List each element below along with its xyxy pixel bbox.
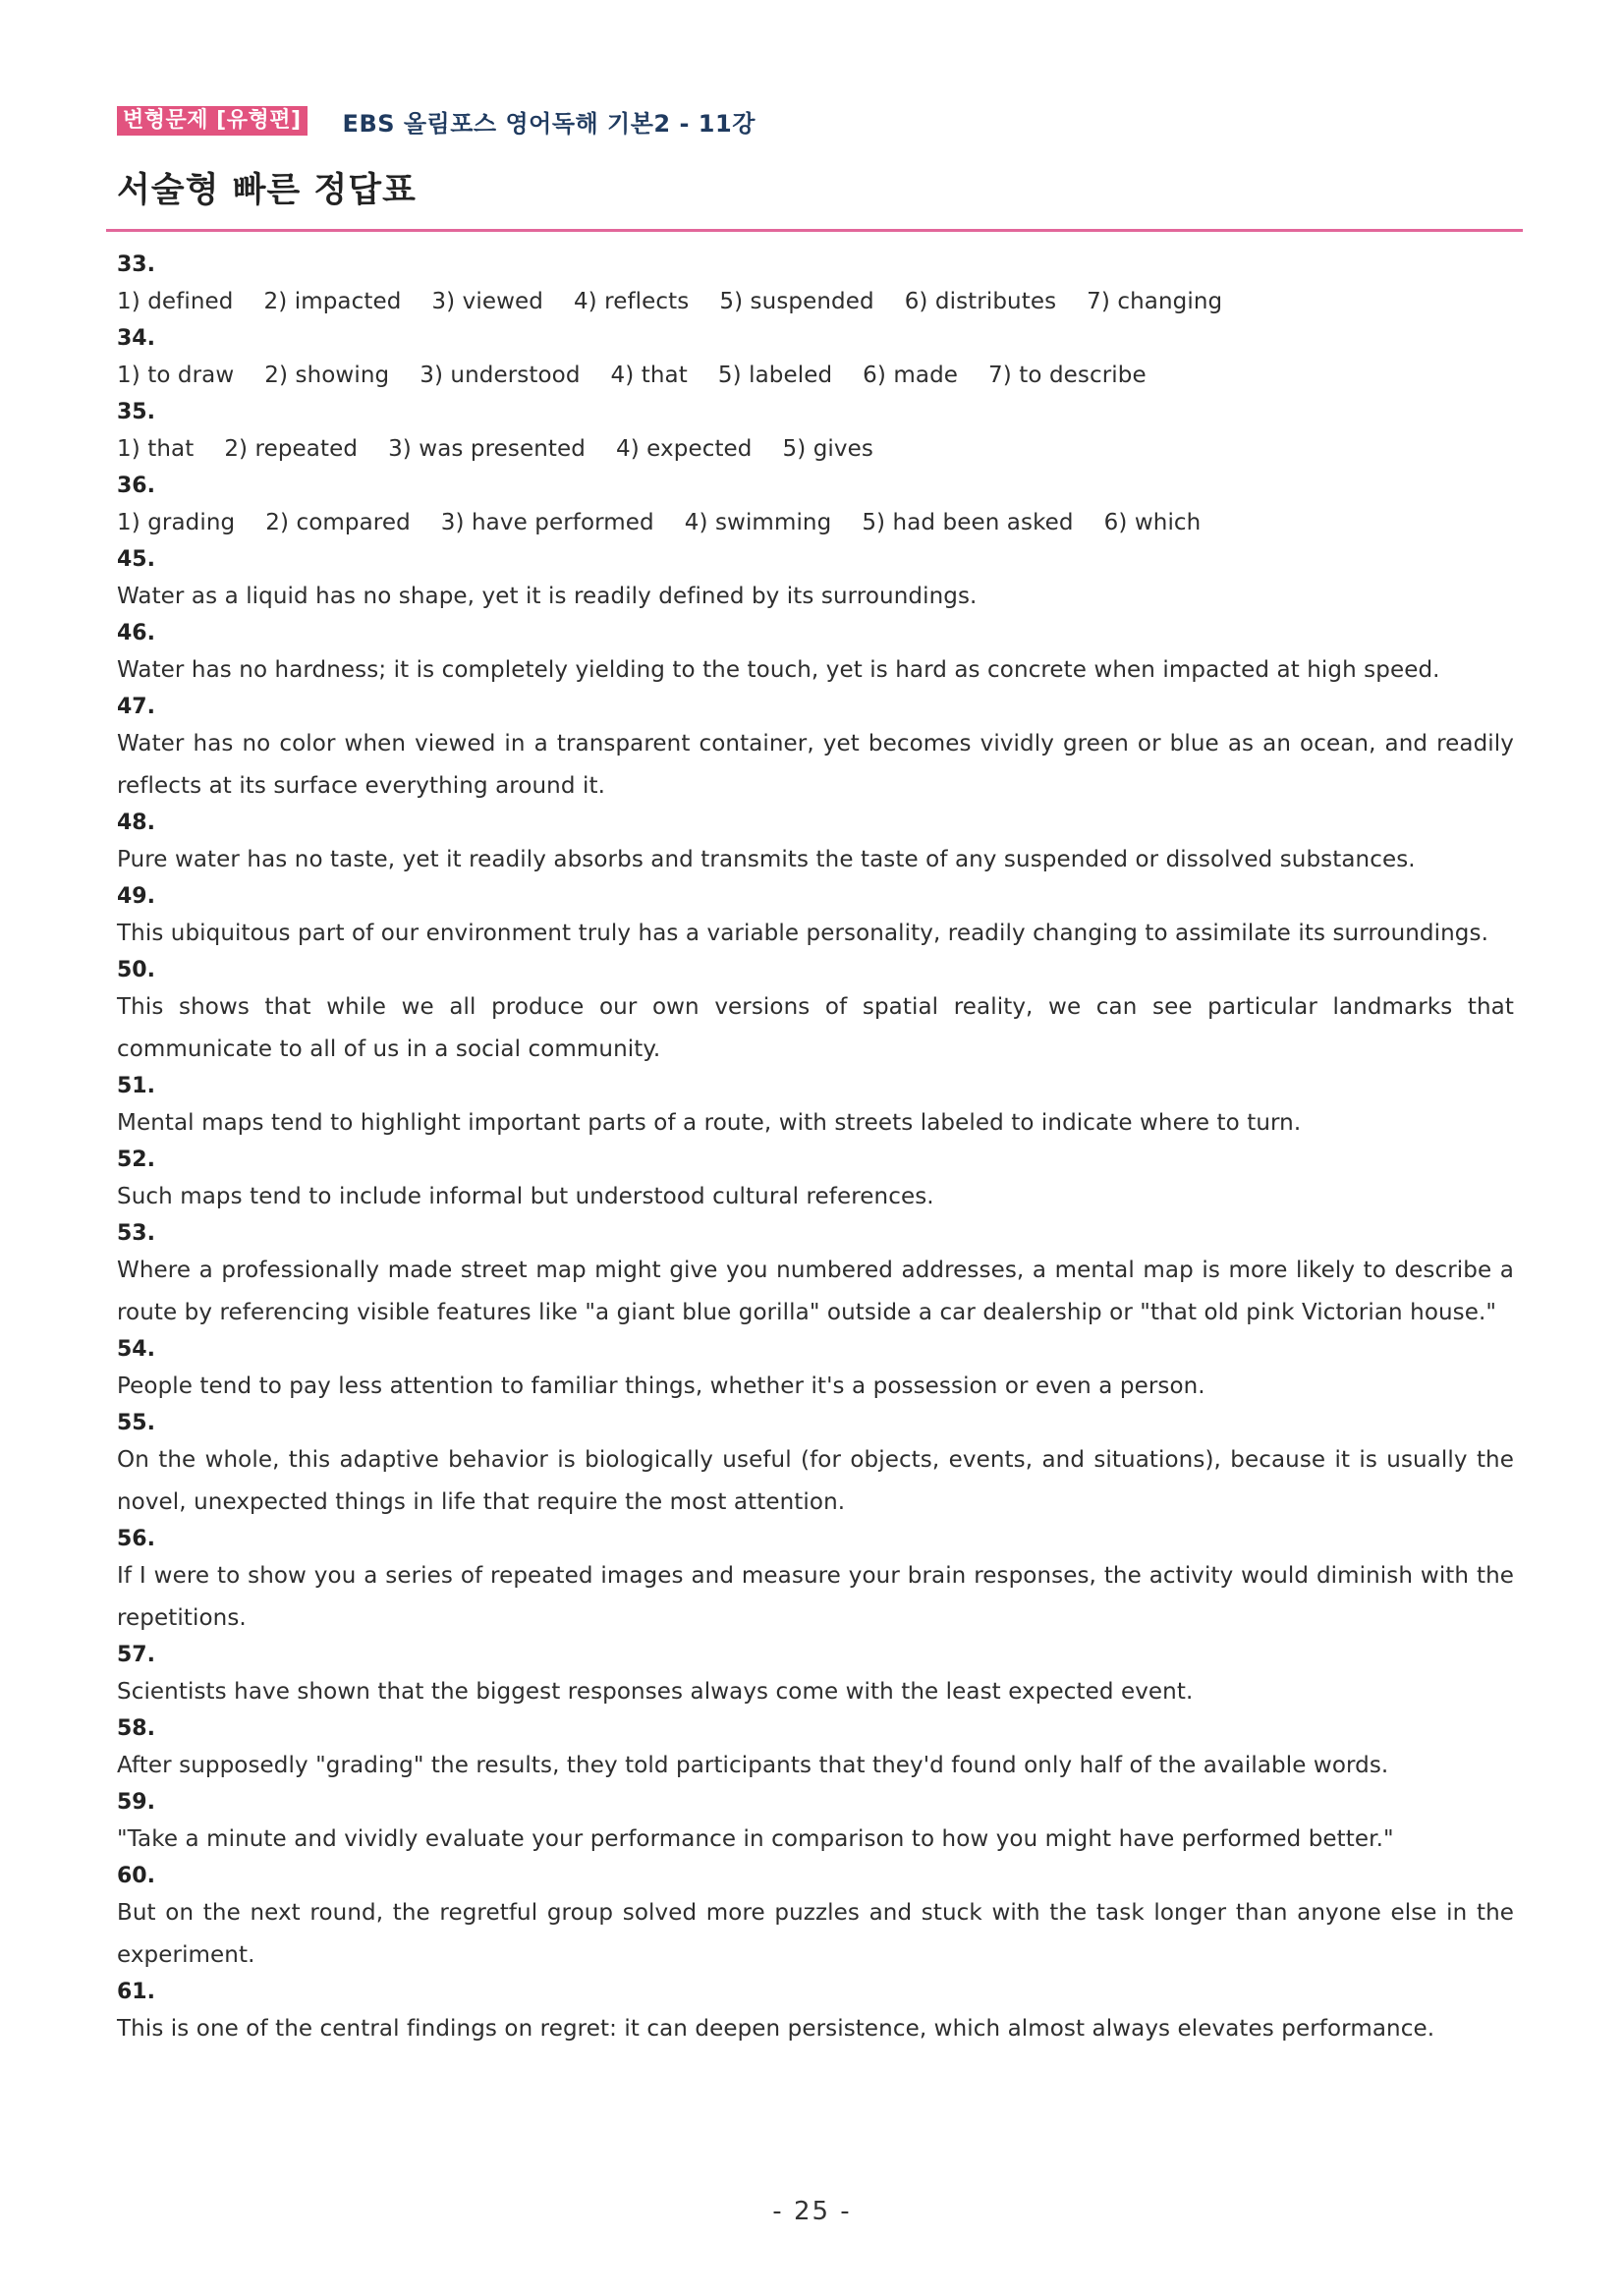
- question-number: 36.: [117, 474, 155, 498]
- answer-sentence: If I were to show you a series of repeated images and measure your brain responses, the activity would diminish with the repetitions.: [117, 1563, 1514, 1631]
- question-number: 59.: [117, 1790, 155, 1815]
- answer-option: 7) to describe: [988, 363, 1147, 388]
- question-number: 58.: [117, 1716, 155, 1741]
- answer-item: [117, 1218, 1514, 1334]
- answer-item: [117, 1071, 1514, 1145]
- answer-options: [117, 355, 1514, 397]
- answer-sentence: Pure water has no taste, yet it readily absorbs and transmits the taste of any suspended or dissolved substances.: [117, 847, 1416, 872]
- answer-option: 2) repeated: [224, 436, 359, 462]
- answer-option: 7) changing: [1087, 289, 1223, 314]
- answer-sentence: Water has no color when viewed in a transparent container, yet becomes vividly green or blue as an ocean, and readily reflects at its surface everything around it.: [117, 731, 1514, 799]
- answer-options: [117, 281, 1514, 323]
- answer-item: [117, 1334, 1514, 1408]
- answer-sentence: Water has no hardness; it is completely yielding to the touch, yet is hard as concrete when impacted at high speed.: [117, 657, 1440, 683]
- answer-option: 5) suspended: [719, 289, 874, 314]
- answer-option: 6) made: [863, 363, 959, 388]
- question-number: 35.: [117, 400, 155, 424]
- answer-item: [117, 808, 1514, 881]
- answer-sentence: But on the next round, the regretful group solved more puzzles and stuck with the task longer than anyone else in the experiment.: [117, 1900, 1514, 1968]
- answer-list: [117, 250, 1514, 2050]
- answer-item: [117, 250, 1514, 323]
- answer-option: 3) viewed: [431, 289, 543, 314]
- question-number: 52.: [117, 1148, 155, 1172]
- answer-option: 4) that: [610, 363, 688, 388]
- answer-item: [117, 692, 1514, 808]
- answer-sentence: People tend to pay less attention to familiar things, whether it's a possession or even a person.: [117, 1373, 1205, 1399]
- answer-sentence: Mental maps tend to highlight important parts of a route, with streets labeled to indicate where to turn.: [117, 1110, 1302, 1136]
- answer-item: [117, 1713, 1514, 1787]
- page-number: - 25 -: [772, 2197, 852, 2226]
- question-number: 53.: [117, 1221, 155, 1246]
- answer-item: [117, 323, 1514, 397]
- answer-option: 1) to draw: [117, 363, 235, 388]
- question-number: 34.: [117, 326, 155, 351]
- question-number: 49.: [117, 884, 155, 909]
- answer-option: 5) had been asked: [862, 510, 1074, 535]
- title-divider: [106, 229, 1523, 232]
- answer-sentence: Where a professionally made street map might give you numbered addresses, a mental map is more likely to describe a route by referencing visible features like "a giant blue gorilla" outside a car dealership or "that old pink Victorian house.": [117, 1258, 1514, 1325]
- answer-option: 3) was presented: [388, 436, 586, 462]
- answer-item: [117, 1408, 1514, 1524]
- question-number: 56.: [117, 1527, 155, 1551]
- answer-option: 3) understood: [420, 363, 581, 388]
- answer-item: [117, 1977, 1514, 2050]
- answer-options: [117, 502, 1514, 544]
- question-number: 46.: [117, 621, 155, 645]
- answer-item: [117, 1145, 1514, 1218]
- answer-item: [117, 1524, 1514, 1640]
- question-number: 51.: [117, 1074, 155, 1098]
- answer-option: 3) have performed: [440, 510, 654, 535]
- answer-option: 1) defined: [117, 289, 234, 314]
- answer-item: [117, 1787, 1514, 1861]
- answer-option: 1) grading: [117, 510, 236, 535]
- answer-option: 2) impacted: [263, 289, 402, 314]
- answer-sentence: This ubiquitous part of our environment truly has a variable personality, readily changing to assimilate its surroundings.: [117, 921, 1488, 946]
- answer-sentence: This shows that while we all produce our own versions of spatial reality, we can see particular landmarks that communicate to all of us in a social community.: [117, 994, 1514, 1062]
- question-number: 60.: [117, 1864, 155, 1888]
- answer-sentence: On the whole, this adaptive behavior is biologically useful (for objects, events, and situations), because it is usually the novel, unexpected things in life that require the most attention.: [117, 1447, 1514, 1515]
- question-number: 61.: [117, 1980, 155, 2004]
- answer-sentence: Water as a liquid has no shape, yet it is readily defined by its surroundings.: [117, 584, 978, 609]
- question-number: 50.: [117, 958, 155, 982]
- answer-option: 1) that: [117, 436, 195, 462]
- answer-option: 6) distributes: [904, 289, 1057, 314]
- answer-item: [117, 618, 1514, 692]
- question-number: 47.: [117, 695, 155, 719]
- answer-item: [117, 955, 1514, 1071]
- answer-item: [117, 881, 1514, 955]
- answer-sentence: Scientists have shown that the biggest responses always come with the least expected event.: [117, 1679, 1194, 1705]
- question-number: 55.: [117, 1411, 155, 1435]
- answer-option: 6) which: [1103, 510, 1202, 535]
- answer-item: [117, 1861, 1514, 1977]
- answer-item: [117, 397, 1514, 471]
- answer-option: 4) reflects: [573, 289, 690, 314]
- answer-sentence: After supposedly "grading" the results, they told participants that they'd found only half of the available words.: [117, 1753, 1389, 1778]
- answer-sentence: "Take a minute and vividly evaluate your performance in comparison to how you might have performed better.": [117, 1826, 1394, 1852]
- section-badge: 변형문제 [유형편]: [117, 106, 308, 136]
- book-title: EBS 올림포스 영어독해 기본2 - 11강: [342, 109, 756, 138]
- answer-option: 5) gives: [782, 436, 873, 462]
- question-number: 45.: [117, 547, 155, 572]
- question-number: 54.: [117, 1337, 155, 1362]
- answer-item: [117, 544, 1514, 618]
- answer-item: [117, 1640, 1514, 1713]
- answer-sentence: This is one of the central findings on regret: it can deepen persistence, which almost always elevates performance.: [117, 2016, 1435, 2042]
- answer-option: 4) expected: [615, 436, 753, 462]
- answer-sentence: Such maps tend to include informal but understood cultural references.: [117, 1184, 934, 1209]
- question-number: 48.: [117, 811, 155, 835]
- question-number: 33.: [117, 252, 155, 277]
- answer-option: 2) showing: [264, 363, 390, 388]
- answer-options: [117, 428, 1514, 471]
- page-title: 서술형 빠른 정답표: [117, 171, 417, 210]
- answer-item: [117, 471, 1514, 544]
- answer-option: 5) labeled: [717, 363, 833, 388]
- page-header: [117, 104, 756, 138]
- question-number: 57.: [117, 1643, 155, 1667]
- answer-option: 2) compared: [265, 510, 411, 535]
- answer-option: 4) swimming: [684, 510, 832, 535]
